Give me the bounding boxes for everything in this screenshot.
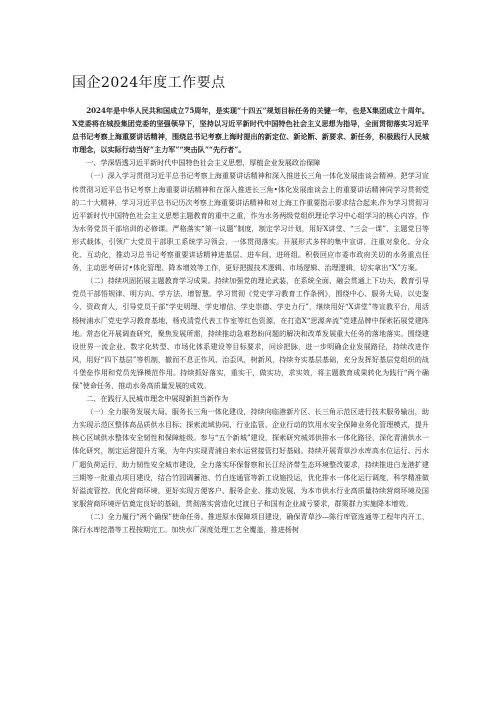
intro-text: 2024年是中华人民共和国成立75周年，是实现“十四五”规划目标任务的关键一年，也是X集团成立十周年。X党委将在城投集团党委的坚强领导下，坚持以习近平新时代中国特色社会主义思想为指导，全面贯彻落实习近平总书记考察上海重要讲话精神，围绕总书记考察上海时提出的新定位、新论断、新要求、新任务，积极践行人民城市理念，以实际行动当好“主力军”“突击队”“先行者”。 (72, 106, 429, 155)
body-paragraph: （二）持续巩固拓展主题教育学习成果。持续加强党的理论武装，在系统全面、融会贯通上下功夫，教育引导党员干部悟规律、明方向、学方法、增智慧。学习贯彻《党史学习教育工作条例》，围绕中心、服务大局，以史鉴今、资政育人，引导党员干部“学史明理、学史增信、学史崇德、学史力行”，继续用好“X讲堂”等宣教平台，用活杨树浦水厂党史学习教育基地，杨戎清党代表工作室等红色资源，在打造X“思源奔流”党建品牌中探索拓展党建阵地。常态化开展调查研究，聚焦发展所需，持续推动急难愁盼问题的解决和改革发展重大任务的落地落实。围绕建设世界一流企业、数字化转型、市场化体系建设等目标要求，问诊把脉，进一步明确企业发展路径，持续改进作风，用好“四下基层”等机制，撤而不息正作风、治歪风，树新风，持续夯实基层基础，充分发挥好基层党组织的战斗堡垒作用和党员先锋模范作用。持续抓好落实，重实干，做实功，求实效，将主题教育成果转化为践行“两个确保”使命任务，推动水务高质量发展的成效。 (72, 276, 429, 390)
document-body (72, 104, 429, 536)
section-heading-2: 二、在践行人民城市理念中展现新担当新作为 (86, 394, 229, 404)
body-paragraph: （二）全力履行“两个确保”使命任务。推进原水保障项目建设，确保青草沙—陈行库管连通等工程年内开工，陈行水库挖潜等工程按期完工。加快水厂深度处理工艺全覆盖，推进杨树 (72, 511, 429, 534)
body-paragraph: （一）全力服务发展大局。服务长三角一体化建设，持续向临港新片区、长三角示范区进行技术服务输出，助力实现示范区整体高品质供水目标；探索流域协同、行业监管、企业行动的饮用水安全保障业务化管理模式，提升核心区域供水整体安全韧性和保障能级。参与“五个新城”建设，探索研究城郊供排水一体化路径，深化青浦供水一体化研究，制定运营提升方案，为年内实现青浦自来水运营接管打好基础。持续开展青草沙水库高水位运行、污水厂超负荷运行，助力韧性安全城市建设，全力落实环保督察和长江经济带生态环境整改要求，持续推进白龙港扩建三期等一批重点项目建设，结合竹园调蓄池、竹白连通管等新工设施投运，优化排水一体化运行调度，科学精准做好溢流管控。优化营商环境，更好实现方便客户、服务企业、推动发展，为本市供水行业高质量持续营商环境及国家服营商环境评估奠定良好的基础，贯彻落实营造化过渡日子和国有企业减亏要求，群策群力实施降本增效。 (72, 407, 429, 508)
document-title: 国企2024年度工作要点 (72, 75, 226, 91)
section-heading-1: 一、学深悟透习近平新时代中国特色社会主义思想，厚植企业发展政治保障 (86, 158, 321, 168)
intro-paragraph (72, 104, 429, 156)
body-paragraph: （一）深入学习贯彻习近平总书记考察上海重要讲话精神和深入推进长三角一体化发展座谈会精神。把学习宣传贯彻习近平总书记考察上海重要讲话精神和在深入推进长三角•体化发展座谈会上的重要讲话精神同学习贯彻党的二十大精神，学习习近平总书记历次考察上海重要讲话精神和对上海工作重要指示要求结合起来,作为学习贯彻习近平新时代中国特色社会主义思想主题教育的重中之重，作为水务两级党组织理论学习中心组学习的核心内容，作为水务党员干部培训的必修课。严格落实“第一议题”制度，制定学习计划，用好X讲堂、“三会一课”、主题党日等形式载体，引领广大党员干部职工系统学习领会，一体贯彻落实。开展形式多样的集中宣讲，注重对象化、分众化、互动化，推动习总书记考察重要讲话精神进基层、进车间、进班组。积极回应市委市政府关切的水务重点任务，主动思考研讨•体化管理、降本增效等工作，更好把握技术逻辑、市场逻辑、治理逻辑，切实拿出“X”方案。 (72, 171, 429, 273)
